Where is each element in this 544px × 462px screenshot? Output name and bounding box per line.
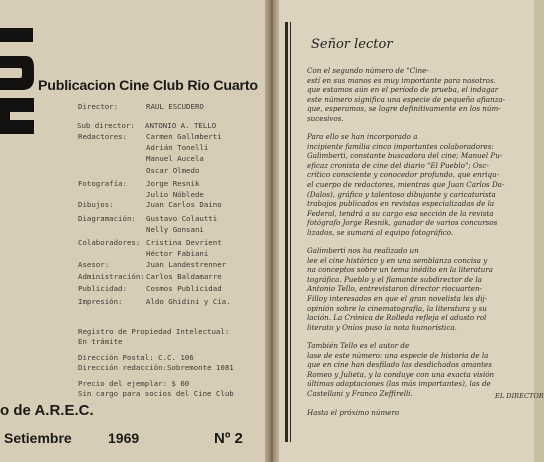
credit-name: RAUL ESCUDERO bbox=[146, 102, 204, 111]
article-line: Hasta el próximo número bbox=[307, 407, 400, 417]
article-line: Federal, tendrá a su cargo esa sección de la revista bbox=[307, 208, 494, 218]
margin-rule bbox=[285, 22, 288, 442]
credit-role: Dibujos: bbox=[78, 200, 114, 209]
legal-line: En trámite bbox=[78, 337, 123, 346]
credit-role: Fotografía: bbox=[78, 179, 127, 188]
credit-role: Publicidad: bbox=[78, 284, 127, 293]
credit-name: Jorge Resnik bbox=[146, 179, 200, 188]
article-line: lizados, se sumará al equipo fotográfico. bbox=[307, 227, 454, 237]
footer-year: 1969 bbox=[108, 430, 140, 446]
credit-name: Gustavo Colautti bbox=[146, 214, 218, 223]
credit-name: ANTONIO A. TELLO bbox=[145, 121, 217, 130]
credit-name: Manuel Aucela bbox=[146, 154, 204, 164]
article-body bbox=[307, 66, 535, 417]
page-gutter bbox=[265, 0, 279, 462]
article-line: últimas adaptaciones (las más importantes), las de bbox=[307, 379, 491, 389]
margin-rule-thin bbox=[290, 22, 291, 442]
article-line: Romeo y Julieta, y la conduye con una exacta visión bbox=[307, 369, 495, 379]
left-page bbox=[0, 0, 270, 462]
article-line: (Dalos), gráfico y talentoso dibujante y caricaturista bbox=[307, 189, 496, 199]
credit-role: Impresión: bbox=[78, 297, 123, 306]
credit-name: Cristina Devrient bbox=[146, 238, 222, 247]
credit-name: Aldo Ghidini y Cía. bbox=[146, 297, 231, 306]
article-line: fotógrafo Jorge Resnik, ganador de varios concursos bbox=[307, 218, 498, 228]
legal-line: Registro de Propiedad Intelectual: bbox=[78, 327, 230, 336]
credit-name: Carlos Baldamarre bbox=[146, 272, 222, 281]
footer-org: o de A.R.E.C. bbox=[0, 402, 94, 419]
article-heading: Señor lector bbox=[311, 37, 393, 52]
legal-line: Precio del ejemplar: $ 60 bbox=[78, 379, 190, 388]
legal-line: Sin cargo para socios del Cine Club bbox=[78, 389, 234, 398]
article-line: literato y Oníos puso la nota humorística. bbox=[307, 322, 457, 332]
credit-name: Héctor Fabiani bbox=[146, 249, 209, 259]
article-line: lase de este número: una especie de historia de la bbox=[307, 350, 489, 360]
article-line: que en cine han desfilado las desdichados amantes bbox=[307, 360, 492, 370]
org-title: Publicacion Cine Club Rio Cuarto bbox=[38, 78, 258, 94]
legal-line: Dirección redacción:Sobremonte 1081 bbox=[78, 363, 234, 372]
credit-name: Julio Nóblede bbox=[146, 190, 204, 200]
article-line: Filloy interesados en que el gran novelista les dij- bbox=[307, 294, 488, 304]
credit-role: Redactores: bbox=[78, 132, 127, 141]
article-line: el cuerpo de redactores, mientras que Juan Carlos Da- bbox=[307, 180, 505, 190]
article-line: eficaz cronista de cine del diario "El Pueblo"; Osc- bbox=[307, 160, 489, 170]
cine-club-logo bbox=[0, 20, 36, 138]
legal-line: Dirección Postal: C.C. 106 bbox=[78, 353, 194, 362]
article-line: También Tello es el autor de bbox=[307, 341, 410, 351]
credit-role: Administración: bbox=[78, 272, 145, 281]
article-line: tográfica. Pueblo y el flamante subdirector de la bbox=[307, 274, 482, 284]
article-line: sucesivos. bbox=[307, 113, 344, 123]
article-line: que estamos aún en el período de prueba, el indagar bbox=[307, 85, 499, 95]
credit-name: Juan Landestrenner bbox=[146, 260, 227, 269]
article-line: Galimberti nos ha realizado un bbox=[307, 246, 419, 256]
article-line: trabajos publicados en revistas especializadas de la bbox=[307, 199, 495, 209]
article-line: Castellani y Franco Zeffirelli. bbox=[307, 388, 413, 398]
article-line: lación. La Crónica de Rolleda refleja el adusto rol bbox=[307, 313, 487, 323]
footer-date: Setiembre bbox=[4, 430, 72, 446]
credit-name: Carmen Gallmberti bbox=[146, 132, 222, 141]
credit-name: Juan Carlos Daino bbox=[146, 200, 222, 209]
credit-name: Adrián Tonelli bbox=[146, 143, 209, 153]
article-line: opinión sobre la cinematografía, la literatura y su bbox=[307, 303, 487, 313]
article-line: estí en sus manos es muy importante para nosotros. bbox=[307, 75, 496, 85]
article-line: incipiente familia cinco importantes colaboradores: bbox=[307, 141, 494, 151]
credit-name: Nelly Gonsani bbox=[146, 225, 204, 235]
article-line: este número significa una especie de pequeño afianza- bbox=[307, 94, 506, 104]
article-line: lee el cine histórico y en una semblanza concisa y bbox=[307, 255, 488, 265]
credit-role: Sub director: bbox=[77, 121, 135, 130]
article-signoff: EL DIRECTOR bbox=[495, 392, 544, 400]
article-line: na conceptos sobre un tema inédito en la literatura bbox=[307, 265, 494, 275]
article-line: Antonio Tello, entrevistaron director riocuarten- bbox=[307, 284, 482, 294]
article-line: que, esperamos, se logre definitivamente en los núm- bbox=[307, 104, 501, 114]
article-line: crítico consciente y conocedor profundo, que enriqu- bbox=[307, 170, 500, 180]
credit-role: Asesor: bbox=[78, 260, 110, 269]
credit-name: Cosmos Publicidad bbox=[146, 284, 222, 293]
credit-name: Oscar Olmedo bbox=[146, 165, 200, 175]
issue-number: Nº 2 bbox=[214, 430, 243, 447]
article-line: Galimberti, constante buscadora del cine; Manuel Pu- bbox=[307, 151, 503, 161]
credit-role: Diagramación: bbox=[78, 214, 136, 223]
credit-role: Colaboradores: bbox=[78, 238, 141, 247]
article-line: Con el segundo número de "Cine- bbox=[307, 66, 429, 75]
article-line: Para ello se han incorporado a bbox=[307, 132, 418, 142]
credit-role: Director: bbox=[78, 102, 119, 111]
right-page bbox=[279, 0, 544, 462]
